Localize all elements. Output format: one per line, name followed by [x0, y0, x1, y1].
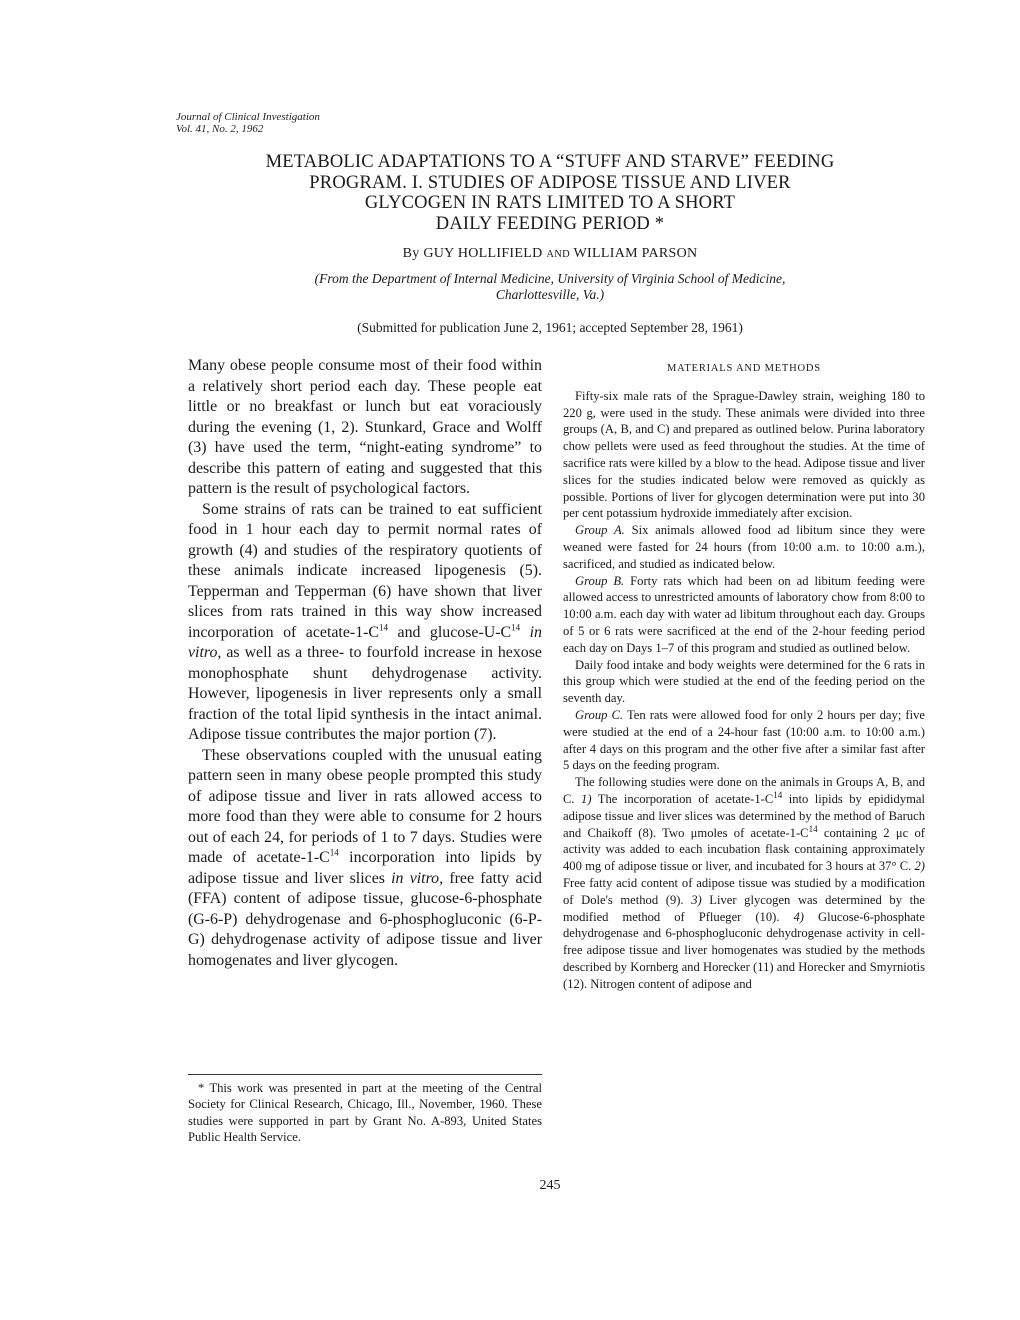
- right-column: [563, 361, 925, 992]
- affiliation-line: Charlottesville, Va.): [495, 287, 605, 302]
- title-line: DAILY FEEDING PERIOD *: [435, 213, 665, 234]
- studies-paragraph: The following studies were done on the animals in Groups A, B, and C. 1) The incorporation of acetate-$1-C^{14}$ into lipids by epididymal adipose tissue and liver slices was determined by the method of Baruch and Chaikoff (8). Two μmoles of acetate-$1-C^{14}$ containing 2 μc of activity was added to each incubation flask containing approximately 400 mg of adipose tissue or liver, and incubated for 3 hours at 37° C. 2) Free fatty acid content of adipose tissue was studied by a modification of Dole's method (9). 3) Liver glycogen was determined by the modified method of Pflueger (10). 4) Glucose-6-phosphate dehydrogenase and 6-phosphogluconic dehydrogenase activity in cell-free adipose tissue and liver homogenates was studied by the methods described by Kornberg and Horecker (11) and Horecker and Smyrniotis (12). Nitrogen content of adipose and: [563, 775, 926, 991]
- page-number: 245: [539, 1178, 561, 1193]
- intro-paragraph: Many obese people consume most of their food within a relatively short period each day. These people eat little or no breakfast or lunch but eat voraciously during the evening (1, 2). Stunkard, Grace and Wolff (3) have used the term, “night-eating syndrome” to describe this pattern of eating and suggested that this pattern is the result of psychological factors.: [188, 357, 542, 497]
- author-name: WILLIAM PARSON: [573, 246, 698, 261]
- and-word: AND: [546, 249, 570, 260]
- body-paragraph: Some strains of rats can be trained to eat sufficient food in 1 hour each day to permit normal rates of growth (4) and studies of the respiratory quotients of these animals indicate increased lipogenesis (5). Tepperman and Tepperman (6) have shown that liver slices from rats trained in this way show increased incorporation of acetate-$1-C^{14}$ and glucose-$U-C^{14}$ in vitro, as well as a three- to fourfold increase in hexose monophosphate shunt dehydrogenase activity. However, lipogenesis in liver represents only a small fraction of the total lipid synthesis in the intact animal. Adipose tissue contributes the major portion (7).: [188, 500, 542, 743]
- body-paragraph: These observations coupled with the unusual eating pattern seen in many obese people prompted this study of adipose tissue and liver in rats allowed access to more food than they were able to consume for 2 hours out of each 24, for periods of 1 to 7 days. Studies were made of acetate-$1-C^{14}$ incorporation into lipids by adipose tissue and liver slices in vitro, free fatty acid (FFA) content of adipose tissue, glucose-6-phosphate (G-6-P) dehydrogenase and 6-phosphogluconic (6-P-G) dehydrogenase activity of adipose tissue and liver homogenates and liver glycogen.: [188, 746, 543, 969]
- group-a-paragraph: Group A. Six animals allowed food ad libitum since they were weaned were fasted for 24 hours (from 10:00 a.m. to 10:00 a.m.), sacrificed, and studied as indicated below.: [563, 523, 925, 571]
- section-heading: MATERIALS AND METHODS: [667, 363, 821, 374]
- footnote-divider: [188, 1074, 542, 1075]
- journal-header: [176, 111, 320, 135]
- journal-name: Journal of Clinical Investigation: [176, 111, 320, 123]
- title-line: PROGRAM. I. STUDIES OF ADIPOSE TISSUE AND LIVER: [309, 172, 791, 193]
- footnote-text: * This work was presented in part at the meeting of the Central Society for Clinical Research, Chicago, Ill., November, 1960. These studies were supported in part by Grant No. A-893, United States Public Health Service.: [188, 1081, 542, 1145]
- left-column: [188, 356, 542, 971]
- author-name: GUY HOLLIFIELD: [423, 246, 543, 261]
- by-word: By: [402, 246, 420, 261]
- title-line: GLYCOGEN IN RATS LIMITED TO A SHORT: [364, 193, 736, 213]
- journal-volume: Vol. 41, No. 2, 1962: [176, 123, 264, 135]
- author-line: [180, 246, 920, 263]
- footnote: [188, 1080, 542, 1146]
- daily-intake-paragraph: Daily food intake and body weights were determined for the 6 rats in this group which were studied at the end of the feeding period on the seventh day.: [563, 657, 925, 706]
- methods-paragraph: Fifty-six male rats of the Sprague-Dawley strain, weighing 180 to 220 g, were used in the study. These animals were divided into three groups (A, B, and C) and prepared as outlined below. Purina laboratory chow pellets were used as feed throughout the studies. At the time of sacrifice rats were killed by a blow to the head. Adipose tissue and liver slices for the studies indicated below were removed as quickly as possible. Portions of liver for glycogen determination were put into 30 per cent potassium hydroxide immediately after excision.: [563, 388, 925, 521]
- title-line: METABOLIC ADAPTATIONS TO A “STUFF AND STARVE” FEEDING: [265, 152, 835, 172]
- submission-dates: (Submitted for publication June 2, 1961; accepted September 28, 1961): [357, 320, 743, 335]
- affiliation-line: (From the Department of Internal Medicine, University of Virginia School of Medicine,: [314, 271, 786, 286]
- article-title: [180, 152, 920, 234]
- group-c-paragraph: Group C. Ten rats were allowed food for only 2 hours per day; five were studied at the end of a 24-hour fast (10:00 a.m. to 10:00 a.m.) after 4 days on this program and the other five after a similar fast after 5 days on the feeding program.: [563, 707, 925, 773]
- group-b-paragraph: Group B. Forty rats which had been on ad libitum feeding were allowed access to unrestricted amounts of laboratory chow from 8:00 to 10:00 a.m. each day with water ad libitum throughout each day. Groups of 5 or 6 rats were sacrificed at the end of the 2-hour feeding period each day on Days 1–7 of this program and studied as outlined below.: [563, 573, 925, 655]
- affiliation: [180, 271, 920, 303]
